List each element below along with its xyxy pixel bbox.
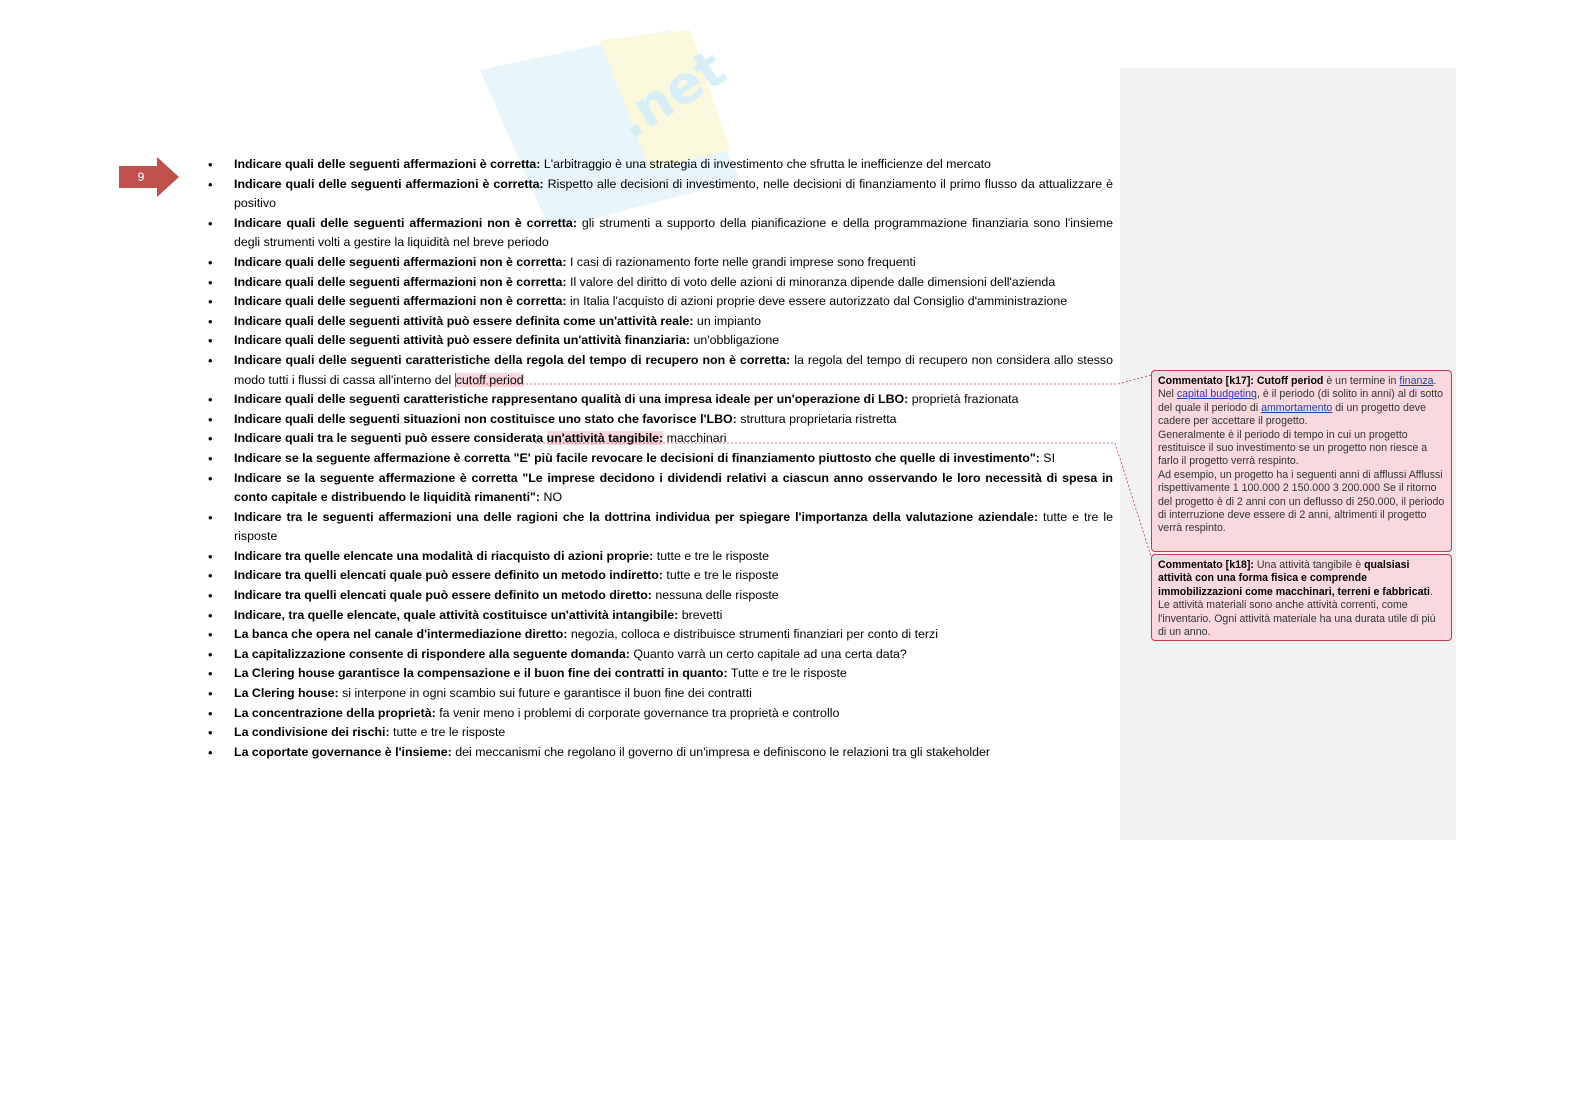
question-text: Indicare quali delle seguenti attività può essere definita come un'attività reale: [234, 313, 694, 328]
comment-paragraph: Ad esempio, un progetto ha i seguenti anni di afflussi Afflussi rispettivamente 1 100.000 2 150.000 3 200.000 Se il ritorno del progetto è di 2 anni con un deflusso di 250.000, il periodo di interruzione deve essere di 2 anni, altrimenti il progetto verrà respinto. [1158, 468, 1445, 535]
answer-text: gli strumenti a supporto della pianificazione e della programmazione finanziaria sono l'insieme degli strumenti volti a gestire la liquidità nel breve periodo [234, 215, 1113, 250]
comment-text: . Le attività materiali sono anche attività correnti, come l'inventario. Ogni attività materiale ha una durata utile di più di un anno. [1158, 585, 1436, 639]
answer-text: un impianto [693, 313, 761, 328]
answer-text: tutte e tre le risposte [234, 509, 1114, 544]
list-item [208, 253, 1113, 273]
answer-text: I casi di razionamento forte nelle grandi imprese sono frequenti [566, 254, 916, 269]
answer-text: tutte e tre le risposte [653, 548, 770, 563]
comment-text: di un progetto deve cadere per accettare il progetto. [1158, 401, 1426, 428]
question-text: Indicare tra quelli elencati quale può essere definito un metodo diretto: [234, 588, 652, 603]
list-item [208, 273, 1113, 293]
comment-bold-text: qualsiasi attività con una forma fisica e comprende immobilizzazioni come macchinari, terreni e fabbricati [1158, 559, 1430, 598]
question-text: La capitalizzazione consente di rispondere alla seguente domanda: [234, 646, 630, 661]
question-text: Indicare tra le seguenti affermazioni una delle ragioni che la dottrina individua per spiegare l'importanza della valutazione aziendale: [234, 509, 1039, 524]
question-text: Indicare quali delle seguenti affermazioni non è corretta: [234, 294, 567, 309]
question-text: La coportate governance è l'insieme: [234, 744, 452, 759]
comment-text: , è il periodo (di solito in anni) al di sotto del quale il periodo di [1158, 388, 1444, 414]
page-number-marker [119, 157, 179, 197]
answer-text: tutte e tre le risposte [389, 725, 506, 740]
answer-text: negozia, colloca e distribuisce strumenti finanziari per conto di terzi [567, 627, 938, 642]
page-number: 9 [137, 170, 145, 184]
list-item [208, 155, 1113, 175]
list-item [208, 704, 1113, 724]
answer-text: dei meccanismi che regolano il governo di un'impresa e definiscono le relazioni tra gli stakeholder [451, 744, 991, 759]
highlighted-question-text[interactable]: un'attività tangibile: [546, 431, 664, 446]
answer-text: struttura proprietaria ristretta [736, 411, 897, 426]
question-text: Indicare quali delle seguenti caratteristiche rappresentano qualità di una impresa ideale per un'operazione di LBO: [234, 392, 909, 407]
list-item [208, 547, 1113, 567]
list-item [208, 312, 1113, 332]
answer-text: proprietà frazionata [908, 392, 1019, 407]
list-item [208, 410, 1113, 430]
list-item [208, 351, 1113, 390]
list-item [208, 586, 1113, 606]
list-item [208, 469, 1113, 508]
answer-text: la regola del tempo di recupero non considera allo stesso modo tutti i flussi di cassa all'interno del [234, 352, 1113, 387]
answer-text: Il valore del diritto di voto delle azioni di minoranza dipende dalle dimensioni dell'azienda [566, 274, 1056, 289]
list-item [208, 645, 1113, 665]
link-finanza[interactable]: finanza [1399, 375, 1434, 387]
question-text: Indicare quali tra le seguenti può essere considerata [234, 431, 547, 446]
answer-text: NO [540, 490, 563, 505]
document-body [208, 155, 1113, 762]
comment-title: Cutoff period [1256, 375, 1324, 387]
answer-text: macchinari [663, 431, 727, 446]
question-text: Indicare quali delle seguenti affermazioni non è corretta: [234, 274, 567, 289]
question-text: Indicare, tra quelle elencate, quale attività costituisce un'attività intangibile: [234, 607, 679, 622]
question-text: La condivisione dei rischi: [234, 725, 390, 740]
list-item [208, 429, 1113, 449]
list-item [208, 743, 1113, 763]
question-text: La Clering house: [234, 686, 339, 701]
comment-paragraph: Generalmente è il periodo di tempo in cui un progetto restituisce il suo investimento se un progetto non riesce a farlo il progetto verrà respinto. [1158, 428, 1428, 468]
answer-text: L'arbitraggio è una strategia di investimento che sfrutta le inefficienze del mercato [540, 157, 991, 171]
list-item [208, 664, 1113, 684]
comment-k18[interactable] [1151, 554, 1452, 641]
question-text: Indicare quali delle seguenti attività può essere definita un'attività finanziaria: [234, 333, 691, 348]
comment-k17[interactable] [1151, 370, 1452, 552]
question-text: Indicare tra quelle elencate una modalità di riacquisto di azioni proprie: [234, 548, 654, 563]
list-item [208, 625, 1113, 645]
question-text: Indicare quali delle seguenti affermazioni è corretta: [234, 157, 541, 171]
question-text: Indicare quali delle seguenti situazioni non costituisce uno stato che favorisce l'LBO: [234, 411, 737, 426]
answer-text: in Italia l'acquisto di azioni proprie deve essere autorizzato dal Consiglio d'amministrazione [566, 294, 1068, 309]
question-list [208, 155, 1113, 762]
question-text: Indicare quali delle seguenti affermazioni è corretta: [234, 176, 544, 191]
list-item [208, 390, 1113, 410]
answer-text: si interpone in ogni scambio sui future e garantisce il buon fine dei contratti [338, 686, 752, 701]
answer-text: Rispetto alle decisioni di investimento, nelle decisioni di finanziamento il primo flusso da attualizzare è positivo [234, 176, 1113, 211]
question-text: Indicare quali delle seguenti affermazioni non è corretta: [234, 215, 577, 230]
list-item [208, 449, 1113, 469]
answer-text: fa venir meno i problemi di corporate governance tra proprietà e controllo [435, 705, 840, 720]
answer-text: SI [1039, 450, 1056, 465]
question-text: Indicare se la seguente affermazione è corretta "Le imprese decidono i dividendi relativi a ciascun anno osservando le loro necessità di spesa in conto capitale e distribuendo le liquidità rimanenti": [234, 470, 1113, 505]
answer-text: brevetti [678, 607, 723, 622]
question-text: Indicare tra quelli elencati quale può essere definito un metodo indiretto: [234, 568, 663, 583]
list-item [208, 566, 1113, 586]
list-item [208, 331, 1113, 351]
comment-label: Commentato [k17]: [1158, 375, 1254, 387]
list-item [208, 175, 1113, 214]
comment-text: . Nel [1158, 375, 1437, 401]
comment-text: Una attività tangibile è [1253, 559, 1365, 571]
question-text: Indicare quali delle seguenti affermazioni non è corretta: [234, 254, 567, 269]
question-text: La Clering house garantisce la compensazione e il buon fine dei contratti in quanto: [234, 666, 728, 681]
question-text: Indicare quali delle seguenti caratteristiche della regola del tempo di recupero non è corretta: [234, 352, 791, 367]
link-capital-budgeting[interactable]: capital budgeting [1176, 388, 1257, 401]
list-item [208, 606, 1113, 626]
answer-text: nessuna delle risposte [651, 588, 779, 603]
question-text: La banca che opera nel canale d'intermediazione diretto: [234, 627, 568, 642]
highlighted-answer-text[interactable]: cutoff period [455, 372, 524, 387]
list-item [208, 508, 1113, 547]
comment-label: Commentato [k18]: [1158, 559, 1254, 571]
comment-text: è un termine in [1323, 375, 1400, 387]
watermark-text: .net [605, 38, 737, 152]
list-item [208, 723, 1113, 743]
list-item [208, 684, 1113, 704]
answer-text: tutte e tre le risposte [662, 568, 779, 583]
link-ammortamento[interactable]: ammortamento [1261, 401, 1333, 414]
answer-text: un'obbligazione [690, 333, 780, 348]
answer-text: Quanto varrà un certo capitale ad una certa data? [629, 646, 907, 661]
answer-text: Tutte e tre le risposte [727, 666, 847, 681]
question-text: Indicare se la seguente affermazione è corretta "E' più facile revocare le decisioni di finanziamento piuttosto che quelle di investimento": [234, 450, 1040, 465]
list-item [208, 292, 1113, 312]
question-text: La concentrazione della proprietà: [234, 705, 436, 720]
list-item [208, 214, 1113, 253]
